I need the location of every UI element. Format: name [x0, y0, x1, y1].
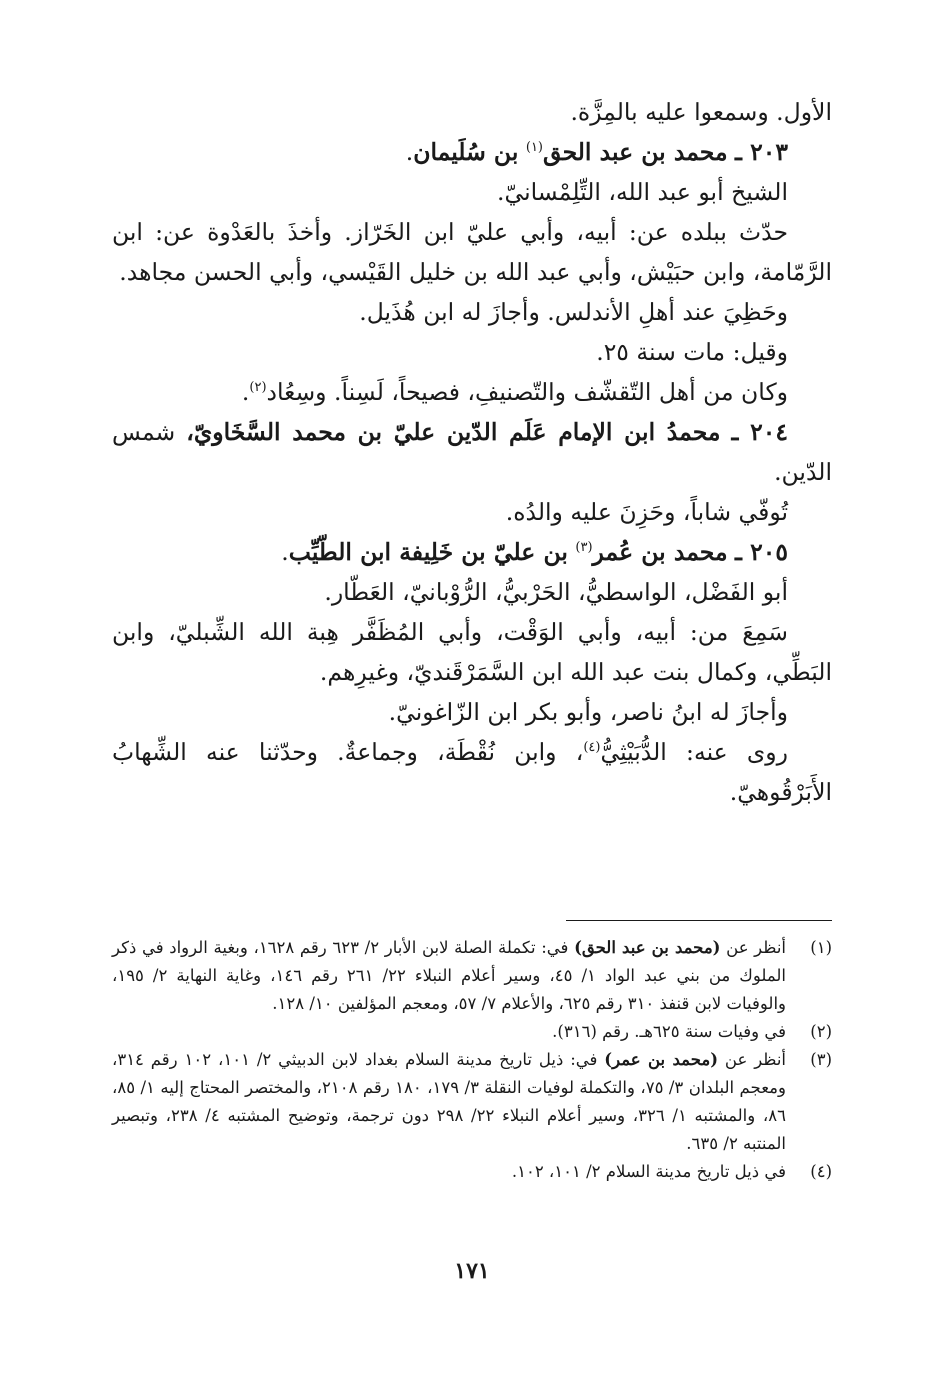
footnote-text: في ذيل تاريخ مدينة السلام ٢/ ١٠١، ١٠٢.	[511, 1162, 786, 1181]
footnote-ref[interactable]: (١)	[525, 140, 543, 156]
paragraph-text: روى عنه: الدُّبَيْثِيُّ	[600, 738, 788, 766]
paragraph: وحَظِيَ عند أهلِ الأندلس. وأجازَ له ابن هُذَيل.	[359, 298, 788, 326]
entry-name-rest: بن سُلَيمان	[413, 138, 519, 166]
paragraph: حدّث ببلده عن: أبيه، وأبي عليّ ابن الخَرّاز. وأخذَ بالعَدْوة عن: ابن الرَّمّامة، وابن حبَيْش، وأبي عبد الله بن خليل القَيْسي، وأبي الحسن مجاهد.	[112, 218, 832, 286]
paragraph-rest: ، وابن نُقْطَة، وجماعةٌ. وحدّثنا عنه الشِّهابُ الأَبَرْقُوهيّ.	[112, 738, 832, 806]
footnote-label: (٢)	[810, 1022, 832, 1041]
entry-name-rest: شمس الدّين.	[112, 418, 832, 486]
footnote-subject: (محمد بن عبد الحق)	[574, 938, 721, 957]
footnote-ref[interactable]: (٤)	[583, 740, 601, 756]
entry-number: ٢٠٣ ـ	[735, 138, 788, 166]
page-number: ١٧١	[454, 1258, 490, 1284]
paragraph: تُوفّي شاباً، وحَزِنَ عليه والدُه.	[505, 498, 788, 526]
entry-end: .	[281, 538, 289, 566]
paragraph	[112, 732, 832, 812]
entry-name: محمد بن عُمر	[592, 538, 728, 566]
footnote-text: في وفيات سنة ٦٢٥هـ. رقم (٣١٦).	[552, 1022, 786, 1041]
entry-number: ٢٠٤ ـ	[731, 418, 788, 446]
paragraph-text: وكان من أهل التّقشّف والتّصنيفِ، فصيحاً، لَسِناً. وسِعُاد	[266, 378, 788, 406]
footnote-1	[112, 934, 832, 1018]
footnote-ref[interactable]: (٢)	[249, 380, 267, 396]
footnote-lead: أنظر عن	[718, 1050, 787, 1069]
entry-204	[112, 412, 832, 492]
paragraph: الأول. وسمعوا عليه بالمِزَّة.	[570, 98, 832, 126]
footnote-body: في: تكملة الصلة لابن الأبار ٢/ ٦٢٣ رقم ١٦٢٨، وبغية الرواد في ذكر الملوك من بني عبد الواد ١/ ٤٥، وسير أعلام النبلاء ٢٢/ ٢٦١ رقم ١٤٦، وغاية النهاية ٢/ ١٩٥، والوفيات لابن قنفذ ٣١٠ رقم ٦٢٥، والأعلام ٧/ ٥٧، ومعجم المؤلفين ١٠/ ١٢٨.	[112, 938, 786, 1013]
footnote-body: في: ذيل تاريخ مدينة السلام بغداد لابن الدبيثي ٢/ ١٠١، ١٠٢ رقم ٣١٤، ومعجم البلدان ٣/ ٧٥، والتكملة لوفيات النقلة ٣/ ١٧٩، ١٨٠ رقم ٢١٠٨، والمختصر المحتاج إليه ١/ ٨٥، ٨٦، والمشتبه ١/ ٣٢٦، وسير أعلام النبلاء ٢٢/ ٢٩٨ دون ترجمة، وتوضيح المشتبه ٤/ ٢٣٨، وتبصير المنتبه ٢/ ٦٣٥.	[112, 1050, 786, 1153]
footnote-label: (١)	[810, 938, 832, 957]
footnote-ref[interactable]: (٣)	[575, 540, 593, 556]
entry-205	[112, 532, 832, 572]
footnote-subject: (محمد بن عمر)	[604, 1050, 719, 1069]
entry-203	[112, 132, 832, 172]
paragraph: وأجازَ له ابنُ ناصر، وأبو بكر ابن الزّاغونيّ.	[388, 698, 788, 726]
footnote-label: (٣)	[810, 1050, 832, 1069]
footnote-text	[112, 934, 786, 1018]
paragraph: وقيل: مات سنة ٢٥.	[596, 338, 788, 366]
footnote-lead: أنظر عن	[720, 938, 786, 957]
paragraph: أبو الفَضْل، الواسطيُّ، الحَرْبيُّ، الرُّوْبانيّ، العَطّار.	[324, 578, 788, 606]
entry-end: .	[405, 138, 414, 166]
footnote-separator	[566, 920, 832, 921]
paragraph	[112, 372, 832, 412]
book-page	[112, 92, 832, 1322]
paragraph: سَمِعَ من: أبيه، وأبي الوَقْت، وأبي المُظَفَّر هِبة الله الشِّبليّ، وابن البَطِّي، وكمال بنت عبد الله ابن السَّمَرْقَنديّ، وغيرِهم.	[112, 618, 832, 686]
entry-number: ٢٠٥ ـ	[735, 538, 788, 566]
footnote-label: (٤)	[810, 1162, 832, 1181]
paragraph: الشيخ أبو عبد الله، التِّلِمْسانيّ.	[497, 178, 788, 206]
paragraph-end: .	[241, 378, 250, 406]
footnote-2	[112, 1018, 832, 1046]
entry-name: محمد بن عبد الحق	[543, 138, 728, 166]
entry-name: محمدُ ابن الإمام عَلَم الدّين عليّ بن محمد السَّخَاويّ،	[186, 418, 721, 446]
entry-name-rest: بن عليّ بن خَلِيفة ابن الطّيِّب	[288, 538, 568, 566]
footnote-text	[112, 1046, 786, 1158]
main-text	[112, 92, 832, 812]
footnote-3	[112, 1046, 832, 1158]
footnotes	[112, 934, 832, 1186]
footnote-4	[112, 1158, 832, 1186]
